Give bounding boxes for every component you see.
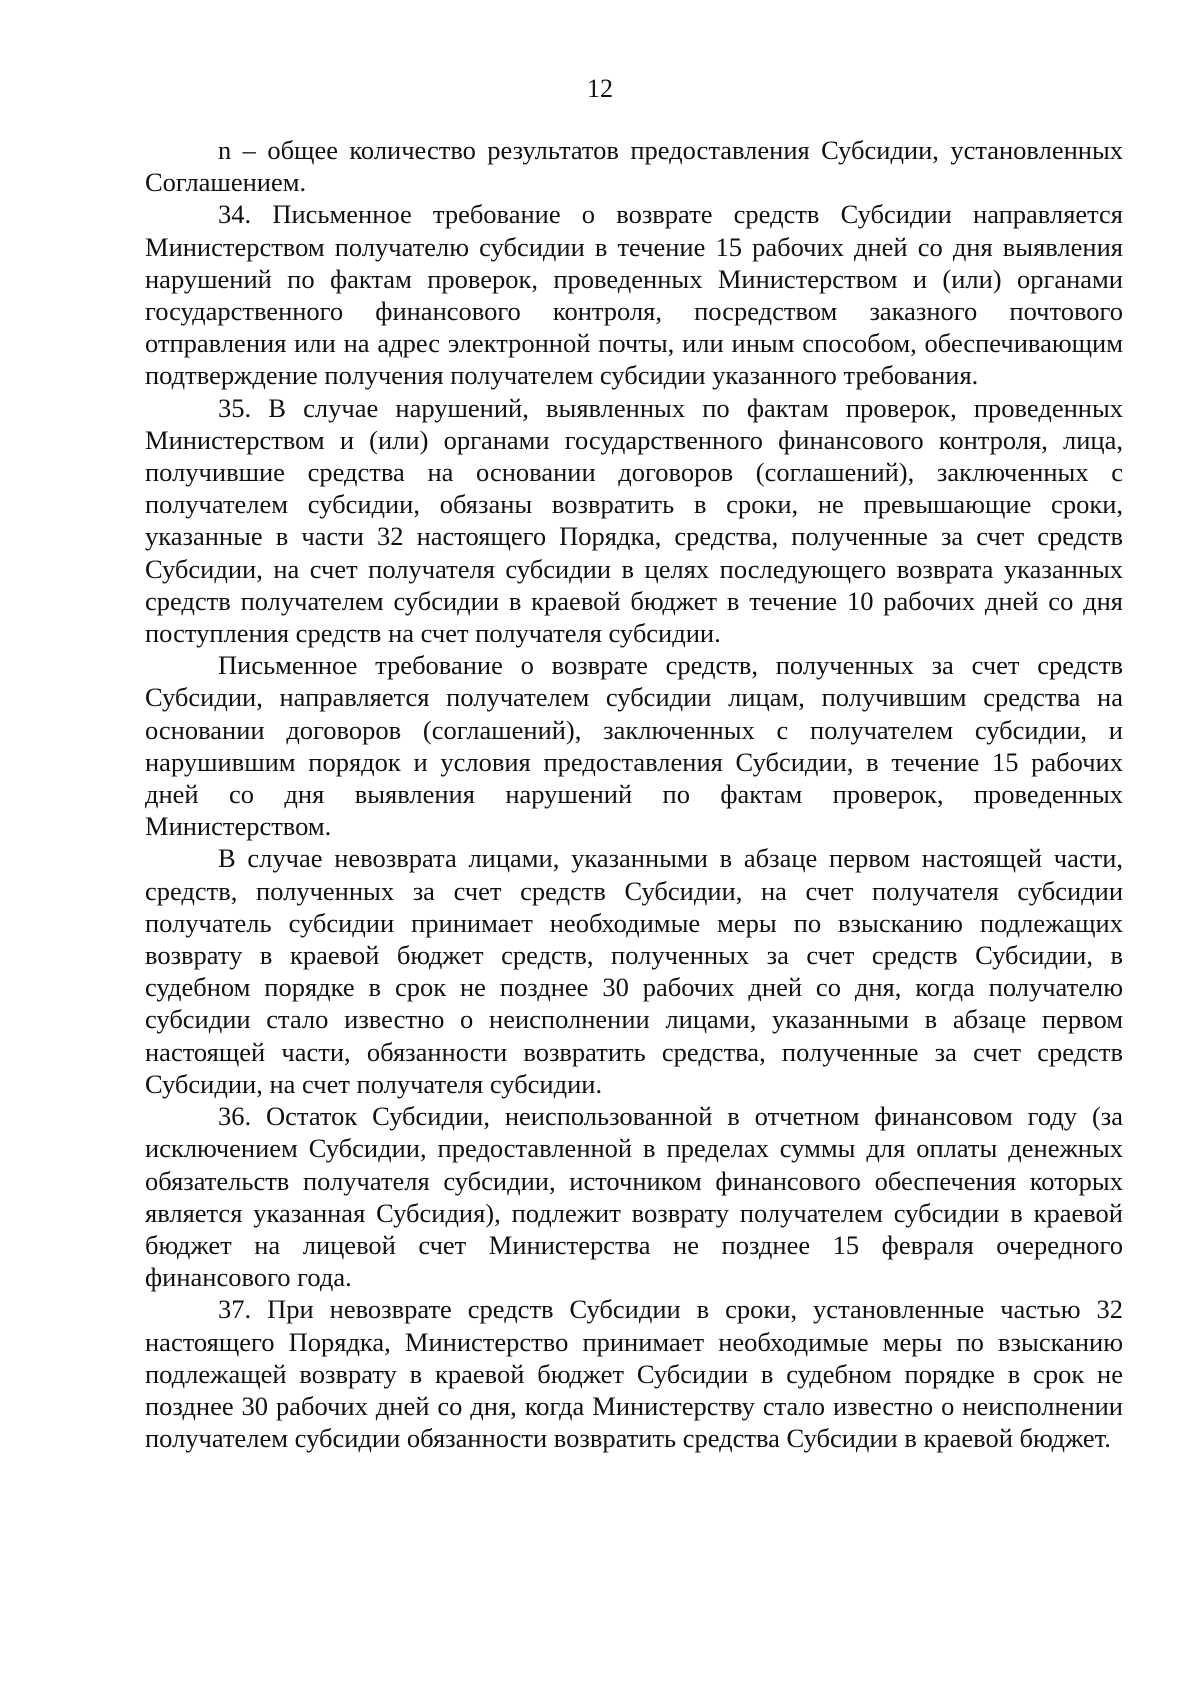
- document-body: [145, 134, 1123, 1454]
- page-number: 12: [587, 74, 613, 103]
- paragraph-34: 34. Письменное требование о возврате средств Субсидии направляется Министерством получателю субсидии в течение 15 рабочих дней со дня выявления нарушений по фактам проверок, проведенных Министерством и (или) органами государственного финансового контроля, посредством заказного почтового отправления или на адрес электронной почты, или иным способом, обеспечивающим подтверждение получения получателем субсидии указанного требования.: [145, 199, 1123, 391]
- paragraph-37: 37. При невозврате средств Субсидии в сроки, установленные частью 32 настоящего Порядка, Министерство принимает необходимые меры по взысканию подлежащей возврату в краевой бюджет Субсидии в судебном порядке в срок не позднее 30 рабочих дней со дня, когда Министерству стало известно о неисполнении получателем субсидии обязанности возвратить средства Субсидии в краевой бюджет.: [145, 1294, 1123, 1454]
- paragraph-35: 35. В случае нарушений, выявленных по фактам проверок, проведенных Министерством и (или) органами государственного финансового контроля, лица, получившие средства на основании договоров (соглашений), заключенных с получателем субсидии, обязаны возвратить в сроки, не превышающие сроки, указанные в части 32 настоящего Порядка, средства, полученные за счет средств Субсидии, на счет получателя субсидии в целях последующего возврата указанных средств получателем субсидии в краевой бюджет в течение 10 рабочих дней со дня поступления средств на счет получателя субсидии.: [145, 392, 1123, 649]
- paragraph-35-written-demand: Письменное требование о возврате средств, полученных за счет средств Субсидии, направляется получателем субсидии лицам, получившим средства на основании договоров (соглашений), заключенных с получателем субсидии, и нарушившим порядок и условия предоставления Субсидии, в течение 15 рабочих дней со дня выявления нарушений по фактам проверок, проведенных Министерством.: [145, 650, 1123, 842]
- paragraph-35-non-return: В случае невозврата лицами, указанными в абзаце первом настоящей части, средств, полученных за счет средств Субсидии, на счет получателя субсидии получатель субсидии принимает необходимые меры по взысканию подлежащих возврату в краевой бюджет средств, полученных за счет средств Субсидии, в судебном порядке в срок не позднее 30 рабочих дней со дня, когда получателю субсидии стало известно о неисполнении лицами, указанными в абзаце первом настоящей части, обязанности возвратить средства, полученные за счет средств Субсидии, на счет получателя субсидии.: [145, 843, 1123, 1099]
- paragraph-36: 36. Остаток Субсидии, неиспользованной в отчетном финансовом году (за исключением Субсидии, предоставленной в пределах суммы для оплаты денежных обязательств получателя субсидии, источником финансового обеспечения которых является указанная Субсидия), подлежит возврату получателем субсидии в краевой бюджет на лицевой счет Министерства не позднее 15 февраля очередного финансового года.: [145, 1101, 1123, 1293]
- paragraph-n-definition: n – общее количество результатов предоставления Субсидии, установленных Соглашением.: [145, 135, 1123, 198]
